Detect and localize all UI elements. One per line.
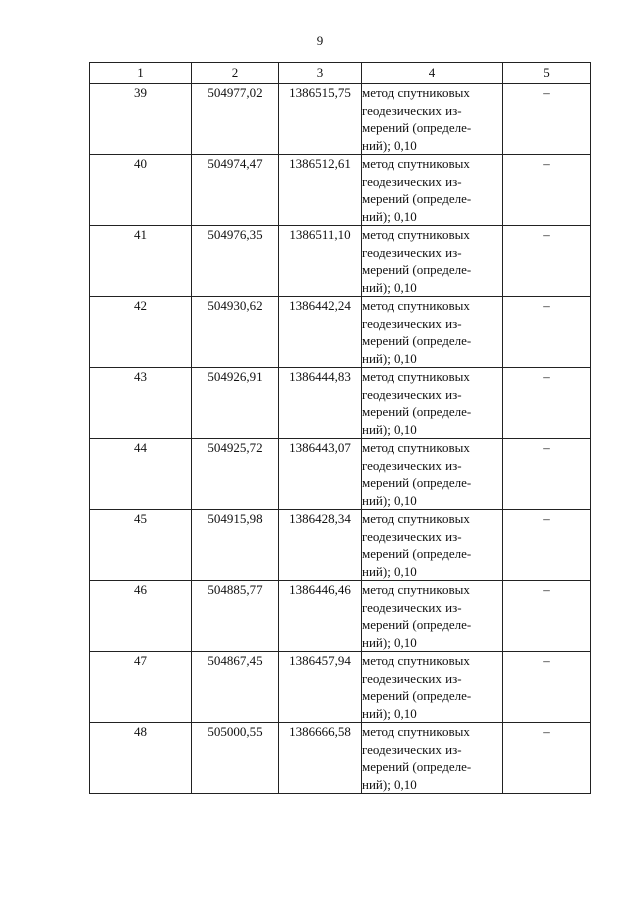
point-number-cell: 46: [90, 581, 192, 652]
method-text-line: мерений (определе-: [362, 191, 472, 206]
method-text-line: ний); 0,10: [362, 705, 417, 721]
method-text-line: мерений (определе-: [362, 759, 472, 774]
method-text-line: ний); 0,10: [362, 208, 417, 224]
table-row: [90, 297, 591, 368]
method-cell: [362, 652, 503, 723]
x-coordinate-cell: 504976,35: [192, 226, 279, 297]
note-cell: –: [503, 723, 591, 794]
coordinates-table: [89, 62, 591, 794]
y-coordinate-cell: 1386444,83: [279, 368, 362, 439]
point-number-cell: 45: [90, 510, 192, 581]
method-text-line: метод спутниковых: [362, 582, 470, 597]
x-coordinate-cell: 504867,45: [192, 652, 279, 723]
note-cell: –: [503, 84, 591, 155]
y-coordinate-cell: 1386666,58: [279, 723, 362, 794]
x-coordinate-cell: 504915,98: [192, 510, 279, 581]
x-coordinate-cell: 504926,91: [192, 368, 279, 439]
method-text-line: геодезических из-: [362, 244, 462, 260]
table-row: [90, 84, 591, 155]
method-text-line: геодезических из-: [362, 457, 462, 473]
method-text-line: геодезических из-: [362, 741, 462, 757]
header-col-2: 2: [192, 63, 279, 84]
method-cell: [362, 84, 503, 155]
method-text-line: мерений (определе-: [362, 120, 472, 135]
note-cell: –: [503, 581, 591, 652]
y-coordinate-cell: 1386428,34: [279, 510, 362, 581]
method-cell: [362, 368, 503, 439]
header-col-1: 1: [90, 63, 192, 84]
method-text-line: геодезических из-: [362, 315, 462, 331]
method-text-line: метод спутниковых: [362, 156, 470, 171]
method-text-line: ний); 0,10: [362, 279, 417, 295]
method-text-line: мерений (определе-: [362, 404, 472, 419]
method-text-line: метод спутниковых: [362, 440, 470, 455]
y-coordinate-cell: 1386442,24: [279, 297, 362, 368]
method-cell: [362, 581, 503, 652]
page-number: 9: [316, 33, 324, 48]
method-text-line: геодезических из-: [362, 102, 462, 118]
method-text-line: мерений (определе-: [362, 262, 472, 277]
table-row: [90, 439, 591, 510]
table-row: [90, 155, 591, 226]
method-text-line: мерений (определе-: [362, 475, 472, 490]
x-coordinate-cell: 504925,72: [192, 439, 279, 510]
method-cell: [362, 226, 503, 297]
note-cell: –: [503, 297, 591, 368]
x-coordinate-cell: 504974,47: [192, 155, 279, 226]
x-coordinate-cell: 504885,77: [192, 581, 279, 652]
method-text-line: геодезических из-: [362, 173, 462, 189]
method-text-line: геодезических из-: [362, 386, 462, 402]
method-text-line: ний); 0,10: [362, 492, 417, 508]
note-cell: –: [503, 155, 591, 226]
method-text-line: метод спутниковых: [362, 653, 470, 668]
method-text-line: мерений (определе-: [362, 617, 472, 632]
method-cell: [362, 297, 503, 368]
note-cell: –: [503, 510, 591, 581]
point-number-cell: 47: [90, 652, 192, 723]
table-row: [90, 581, 591, 652]
point-number-cell: 41: [90, 226, 192, 297]
method-text-line: метод спутниковых: [362, 85, 470, 100]
method-text-line: ний); 0,10: [362, 776, 417, 792]
method-text-line: метод спутниковых: [362, 298, 470, 313]
note-cell: –: [503, 652, 591, 723]
method-text-line: метод спутниковых: [362, 724, 470, 739]
method-text-line: ний); 0,10: [362, 350, 417, 366]
table-row: [90, 652, 591, 723]
method-cell: [362, 723, 503, 794]
table-row: [90, 723, 591, 794]
header-col-4: 4: [362, 63, 503, 84]
method-text-line: геодезических из-: [362, 670, 462, 686]
note-cell: –: [503, 226, 591, 297]
note-cell: –: [503, 439, 591, 510]
method-text-line: ний); 0,10: [362, 421, 417, 437]
header-col-3: 3: [279, 63, 362, 84]
table-row: [90, 368, 591, 439]
point-number-cell: 42: [90, 297, 192, 368]
y-coordinate-cell: 1386443,07: [279, 439, 362, 510]
x-coordinate-cell: 505000,55: [192, 723, 279, 794]
method-text-line: ний); 0,10: [362, 634, 417, 650]
method-cell: [362, 155, 503, 226]
method-text-line: метод спутниковых: [362, 369, 470, 384]
method-text-line: мерений (определе-: [362, 688, 472, 703]
method-text-line: мерений (определе-: [362, 333, 472, 348]
method-text-line: мерений (определе-: [362, 546, 472, 561]
method-text-line: ний); 0,10: [362, 137, 417, 153]
method-cell: [362, 510, 503, 581]
table-row: [90, 510, 591, 581]
y-coordinate-cell: 1386457,94: [279, 652, 362, 723]
y-coordinate-cell: 1386512,61: [279, 155, 362, 226]
method-text-line: геодезических из-: [362, 528, 462, 544]
method-text-line: метод спутниковых: [362, 227, 470, 242]
method-cell: [362, 439, 503, 510]
header-col-5: 5: [503, 63, 591, 84]
y-coordinate-cell: 1386511,10: [279, 226, 362, 297]
table-row: [90, 226, 591, 297]
point-number-cell: 43: [90, 368, 192, 439]
point-number-cell: 48: [90, 723, 192, 794]
method-text-line: геодезических из-: [362, 599, 462, 615]
table-header-row: [90, 63, 591, 84]
point-number-cell: 39: [90, 84, 192, 155]
point-number-cell: 40: [90, 155, 192, 226]
point-number-cell: 44: [90, 439, 192, 510]
x-coordinate-cell: 504977,02: [192, 84, 279, 155]
y-coordinate-cell: 1386515,75: [279, 84, 362, 155]
y-coordinate-cell: 1386446,46: [279, 581, 362, 652]
method-text-line: метод спутниковых: [362, 511, 470, 526]
note-cell: –: [503, 368, 591, 439]
method-text-line: ний); 0,10: [362, 563, 417, 579]
x-coordinate-cell: 504930,62: [192, 297, 279, 368]
